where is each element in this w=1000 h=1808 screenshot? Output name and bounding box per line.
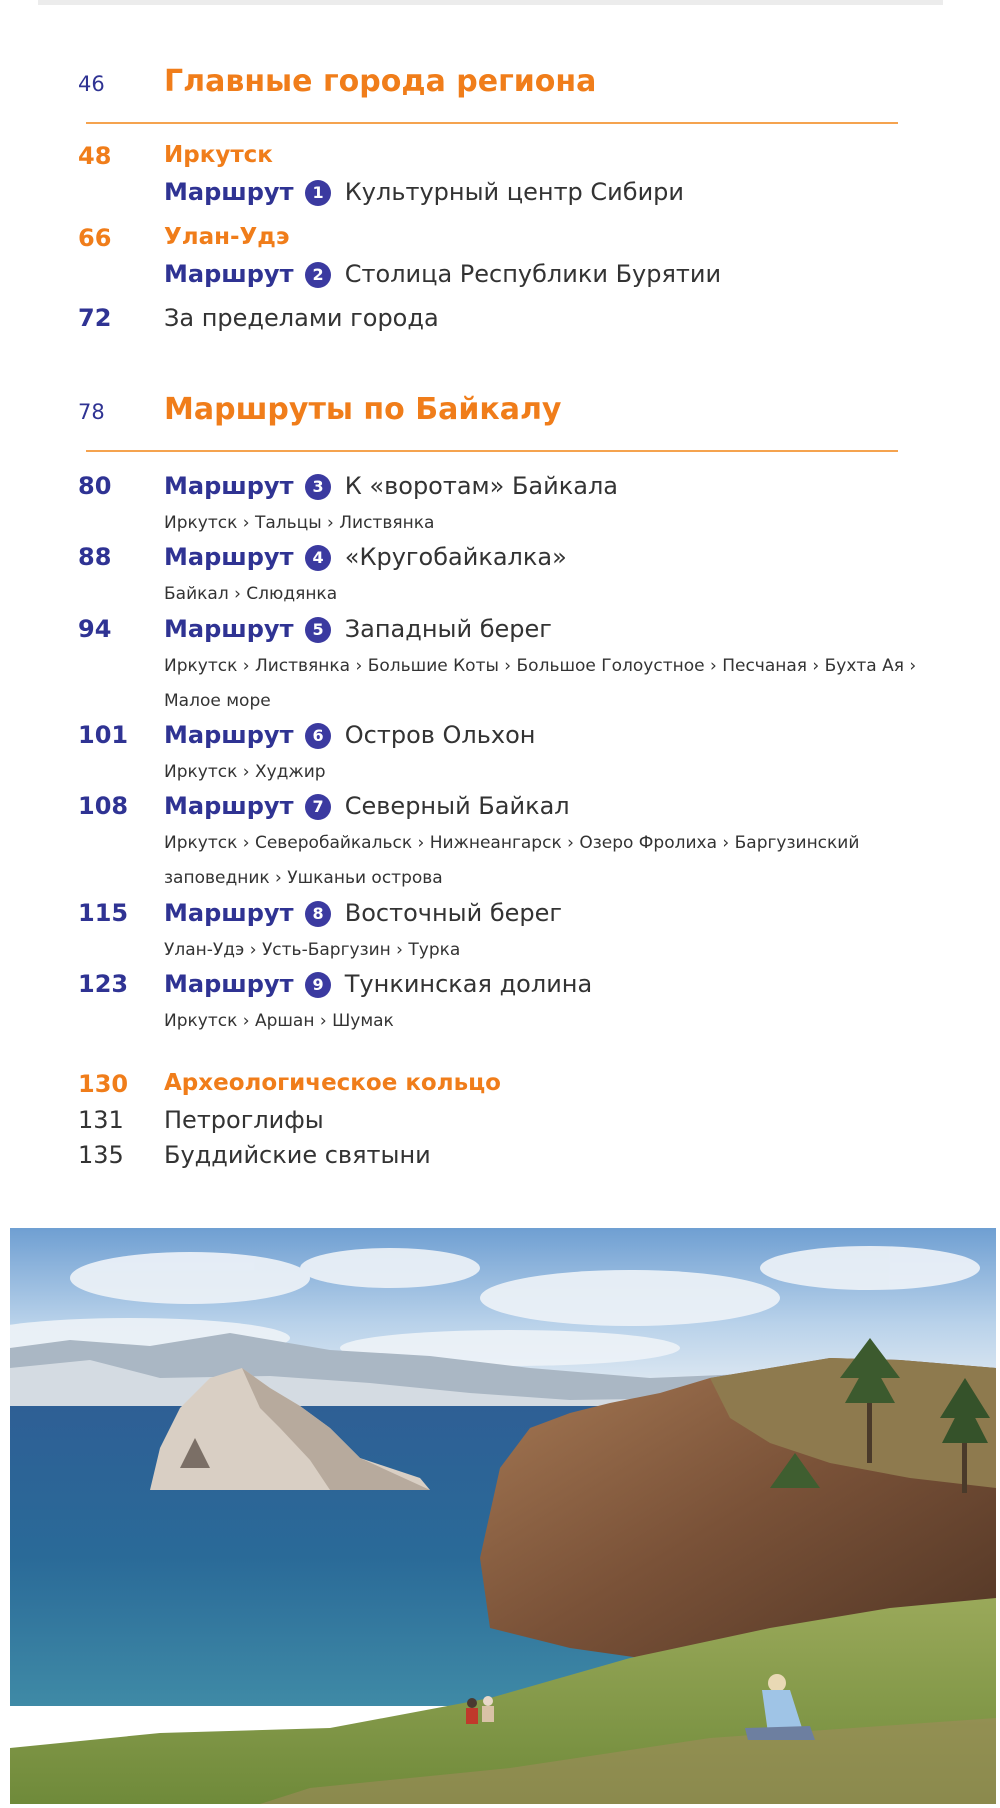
route-label: Маршрут — [164, 970, 294, 998]
route-number-badge: 3 — [305, 474, 331, 500]
route-label: Маршрут — [164, 792, 294, 820]
route-line — [164, 792, 570, 820]
route-label: Маршрут — [164, 178, 294, 206]
entry-page-number: 131 — [78, 1106, 124, 1134]
section-title: Главные города региона — [164, 64, 597, 99]
route-line — [164, 543, 567, 571]
route-number-badge: 1 — [305, 180, 331, 206]
route-path-text: Улан-Удэ › Усть-Баргузин › Турка — [164, 940, 461, 960]
route-label: Маршрут — [164, 543, 294, 571]
route-page-number: 123 — [78, 970, 129, 998]
route-path-text: заповедник › Ушканьи острова — [164, 868, 443, 888]
route-label: Маршрут — [164, 721, 294, 749]
route-title: Западный берег — [344, 615, 552, 643]
route-title: К «воротам» Байкала — [344, 472, 618, 500]
route-number-badge: 2 — [305, 262, 331, 288]
route-line — [164, 472, 618, 500]
route-line — [164, 899, 562, 927]
route-title: Северный Байкал — [344, 792, 570, 820]
route-number-badge: 6 — [305, 723, 331, 749]
route-title: Столица Республики Бурятии — [344, 260, 722, 288]
section-page-number: 78 — [78, 400, 105, 424]
route-page-number: 94 — [78, 615, 112, 643]
route-page-number: 80 — [78, 472, 112, 500]
route-page-number: 115 — [78, 899, 129, 927]
route-number-badge: 7 — [305, 794, 331, 820]
entry-page-number: 72 — [78, 304, 112, 332]
entry-page-number: 66 — [78, 224, 112, 252]
route-path-text: Иркутск › Листвянка › Большие Коты › Большое Голоустное › Песчаная › Бухта Ая › — [164, 656, 917, 676]
route-path-text: Иркутск › Худжир — [164, 762, 326, 782]
page-top-edge — [38, 0, 943, 5]
entry-page-number: 130 — [78, 1070, 129, 1098]
route-label: Маршрут — [164, 260, 294, 288]
route-title: Остров Ольхон — [344, 721, 536, 749]
route-number-badge: 4 — [305, 545, 331, 571]
landscape-illustration — [10, 1228, 996, 1804]
entry-page-number: 135 — [78, 1141, 124, 1169]
city-title: Улан-Удэ — [164, 224, 290, 250]
route-number-badge: 9 — [305, 972, 331, 998]
baikal-landscape-photo — [10, 1228, 996, 1804]
archaeology-title: Археологическое кольцо — [164, 1070, 501, 1096]
section-rule — [86, 450, 898, 452]
route-line — [164, 970, 592, 998]
route-page-number: 108 — [78, 792, 129, 820]
route-path-text: Иркутск › Северобайкальск › Нижнеангарск › Озеро Фролиха › Баргузинский — [164, 833, 860, 853]
route-line — [164, 721, 535, 749]
route-title: «Кругобайкалка» — [344, 543, 567, 571]
route-label: Маршрут — [164, 472, 294, 500]
route-title: Восточный берег — [344, 899, 562, 927]
entry-text: Буддийские святыни — [164, 1141, 431, 1169]
section-rule — [86, 122, 898, 124]
entry-text: За пределами города — [164, 304, 439, 332]
route-page-number: 101 — [78, 721, 129, 749]
route-title: Культурный центр Сибири — [344, 178, 684, 206]
section-title: Маршруты по Байкалу — [164, 392, 562, 427]
route-path-text: Малое море — [164, 691, 271, 711]
entry-text: Петроглифы — [164, 1106, 324, 1134]
route-label: Маршрут — [164, 615, 294, 643]
route-label: Маршрут — [164, 899, 294, 927]
route-line — [164, 615, 552, 643]
route-number-badge: 5 — [305, 617, 331, 643]
route-path-text: Иркутск › Тальцы › Листвянка — [164, 513, 435, 533]
section-page-number: 46 — [78, 72, 105, 96]
route-page-number: 88 — [78, 543, 112, 571]
route-path-text: Байкал › Слюдянка — [164, 584, 338, 604]
route-line — [164, 260, 721, 288]
route-number-badge: 8 — [305, 901, 331, 927]
entry-page-number: 48 — [78, 142, 112, 170]
route-path-text: Иркутск › Аршан › Шумак — [164, 1011, 394, 1031]
route-line — [164, 178, 684, 206]
route-title: Тункинская долина — [344, 970, 593, 998]
city-title: Иркутск — [164, 142, 273, 168]
